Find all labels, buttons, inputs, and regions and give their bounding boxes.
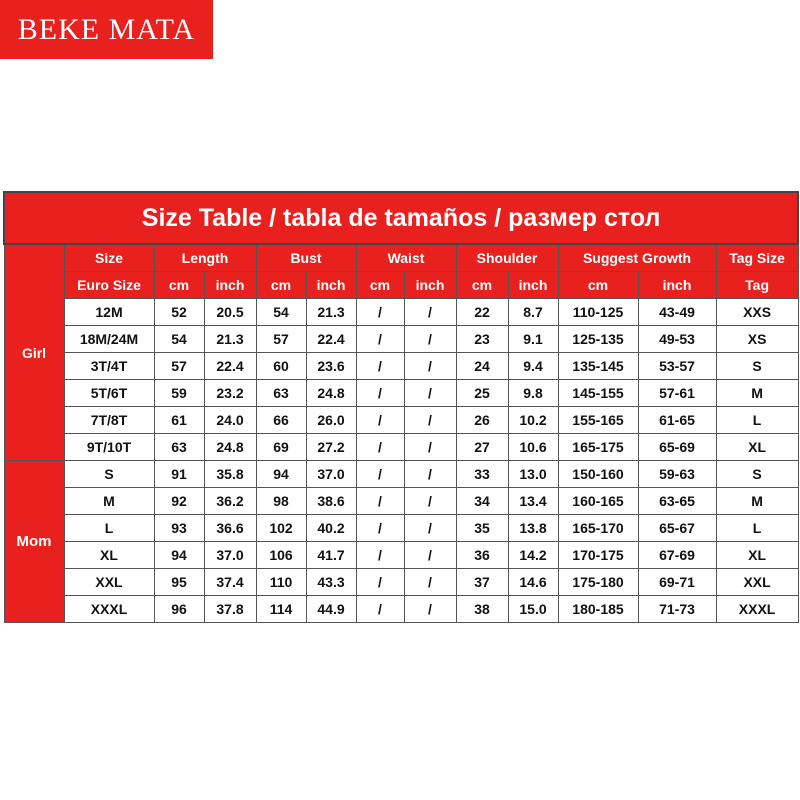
table-cell: 21.3 [204,326,256,353]
table-row [4,380,798,407]
table-cell: 14.6 [508,569,558,596]
table-cell: 20.5 [204,299,256,326]
table-cell: 170-175 [558,542,638,569]
group-label-girl: Girl [4,244,64,461]
table-cell: M [716,380,798,407]
table-cell: 24 [456,353,508,380]
table-cell: 36.2 [204,488,256,515]
table-cell: XXL [64,569,154,596]
table-cell: 36.6 [204,515,256,542]
table-cell: 155-165 [558,407,638,434]
table-cell: 9T/10T [64,434,154,461]
table-cell: 22.4 [306,326,356,353]
table-cell: XL [716,542,798,569]
table-cell: 69-71 [638,569,716,596]
table-cell: 57 [154,353,204,380]
table-cell: XL [64,542,154,569]
table-cell: 57 [256,326,306,353]
table-cell: 14.2 [508,542,558,569]
table-cell: / [404,326,456,353]
header-length: Length [154,244,256,272]
subheader-waist-cm: cm [356,272,404,299]
table-cell: / [356,407,404,434]
table-cell: 22.4 [204,353,256,380]
table-cell: 22 [456,299,508,326]
table-cell: 35 [456,515,508,542]
table-cell: 165-170 [558,515,638,542]
subheader-euro-size: Euro Size [64,272,154,299]
size-table [3,191,799,623]
table-cell: 15.0 [508,596,558,623]
subheader-growth-inch: inch [638,272,716,299]
table-cell: 61-65 [638,407,716,434]
table-cell: 110 [256,569,306,596]
table-row [4,515,798,542]
table-cell: 106 [256,542,306,569]
table-cell: S [64,461,154,488]
table-row [4,461,798,488]
table-cell: 60 [256,353,306,380]
table-cell: 33 [456,461,508,488]
table-cell: / [404,380,456,407]
table-cell: 63-65 [638,488,716,515]
table-cell: L [716,407,798,434]
table-cell: / [404,488,456,515]
table-cell: 40.2 [306,515,356,542]
table-cell: 23.6 [306,353,356,380]
table-cell: 27 [456,434,508,461]
table-cell: 36 [456,542,508,569]
table-cell: / [356,299,404,326]
table-cell: 13.8 [508,515,558,542]
table-cell: 125-135 [558,326,638,353]
table-cell: 59 [154,380,204,407]
table-cell: 9.1 [508,326,558,353]
table-cell: 26 [456,407,508,434]
table-cell: 65-67 [638,515,716,542]
header-growth: Suggest Growth [558,244,716,272]
table-cell: 43-49 [638,299,716,326]
table-cell: 98 [256,488,306,515]
title-row [4,192,798,244]
table-cell: / [356,461,404,488]
table-cell: 43.3 [306,569,356,596]
table-cell: / [356,542,404,569]
table-cell: 91 [154,461,204,488]
table-cell: 8.7 [508,299,558,326]
table-cell: 37 [456,569,508,596]
table-cell: 69 [256,434,306,461]
table-cell: 94 [256,461,306,488]
table-cell: / [404,596,456,623]
subheader-waist-inch: inch [404,272,456,299]
table-cell: / [356,569,404,596]
table-cell: S [716,461,798,488]
table-cell: / [404,569,456,596]
table-cell: M [64,488,154,515]
subheader-shoulder-inch: inch [508,272,558,299]
table-cell: 135-145 [558,353,638,380]
table-cell: 57-61 [638,380,716,407]
table-cell: 65-69 [638,434,716,461]
table-cell: XS [716,326,798,353]
table-cell: 41.7 [306,542,356,569]
table-row [4,434,798,461]
subheader-shoulder-cm: cm [456,272,508,299]
subheader-tag: Tag [716,272,798,299]
table-cell: 94 [154,542,204,569]
table-cell: XXXL [716,596,798,623]
table-cell: 38 [456,596,508,623]
table-row [4,326,798,353]
table-cell: 10.2 [508,407,558,434]
table-cell: 23 [456,326,508,353]
table-cell: 67-69 [638,542,716,569]
table-cell: 160-165 [558,488,638,515]
table-cell: 53-57 [638,353,716,380]
table-cell: 26.0 [306,407,356,434]
table-cell: / [356,515,404,542]
table-cell: / [404,461,456,488]
table-cell: 37.0 [306,461,356,488]
table-cell: / [404,353,456,380]
table-cell: 63 [256,380,306,407]
table-cell: 93 [154,515,204,542]
header-row [4,244,798,272]
table-cell: 37.0 [204,542,256,569]
table-cell: 35.8 [204,461,256,488]
table-cell: 12M [64,299,154,326]
table-cell: 102 [256,515,306,542]
table-cell: 9.8 [508,380,558,407]
table-cell: 110-125 [558,299,638,326]
table-cell: 165-175 [558,434,638,461]
brand-logo: BEKE MATA [0,0,213,59]
table-cell: 96 [154,596,204,623]
header-shoulder: Shoulder [456,244,558,272]
table-row [4,569,798,596]
table-cell: 34 [456,488,508,515]
table-cell: L [716,515,798,542]
table-cell: 24.0 [204,407,256,434]
table-cell: XL [716,434,798,461]
table-cell: 59-63 [638,461,716,488]
table-cell: 92 [154,488,204,515]
table-cell: / [356,353,404,380]
table-cell: XXXL [64,596,154,623]
table-cell: / [356,488,404,515]
table-cell: 71-73 [638,596,716,623]
table-cell: / [404,434,456,461]
table-cell: L [64,515,154,542]
table-cell: 7T/8T [64,407,154,434]
subheader-bust-cm: cm [256,272,306,299]
table-cell: / [356,326,404,353]
table-row [4,596,798,623]
table-cell: 37.8 [204,596,256,623]
table-cell: / [404,515,456,542]
table-row [4,407,798,434]
table-cell: 114 [256,596,306,623]
table-cell: / [404,299,456,326]
table-cell: 66 [256,407,306,434]
group-label-mom: Mom [4,461,64,623]
table-cell: 5T/6T [64,380,154,407]
table-cell: 95 [154,569,204,596]
table-cell: 18M/24M [64,326,154,353]
table-cell: 10.6 [508,434,558,461]
table-cell: / [404,407,456,434]
table-cell: 52 [154,299,204,326]
table-cell: 21.3 [306,299,356,326]
table-cell: 54 [154,326,204,353]
table-row [4,299,798,326]
table-cell: 44.9 [306,596,356,623]
table-cell: 23.2 [204,380,256,407]
table-cell: / [356,596,404,623]
table-cell: 38.6 [306,488,356,515]
header-waist: Waist [356,244,456,272]
table-cell: 3T/4T [64,353,154,380]
table-cell: 27.2 [306,434,356,461]
table-cell: 150-160 [558,461,638,488]
table-cell: 24.8 [306,380,356,407]
table-cell: 13.0 [508,461,558,488]
header-size: Size [64,244,154,272]
header-tag-size: Tag Size [716,244,798,272]
table-cell: 24.8 [204,434,256,461]
table-cell: 9.4 [508,353,558,380]
subheader-growth-cm: cm [558,272,638,299]
table-row [4,542,798,569]
subheader-length-inch: inch [204,272,256,299]
table-cell: M [716,488,798,515]
table-cell: XXS [716,299,798,326]
table-cell: 54 [256,299,306,326]
table-cell: 25 [456,380,508,407]
header-bust: Bust [256,244,356,272]
table-title: Size Table / tabla de tamaños / размер стол [4,192,798,244]
table-cell: 175-180 [558,569,638,596]
table-row [4,488,798,515]
subheader-row [4,272,798,299]
table-cell: 13.4 [508,488,558,515]
table-cell: / [356,380,404,407]
table-cell: / [404,542,456,569]
table-row [4,353,798,380]
table-cell: 37.4 [204,569,256,596]
table-cell: 49-53 [638,326,716,353]
subheader-length-cm: cm [154,272,204,299]
table-cell: / [356,434,404,461]
table-cell: 145-155 [558,380,638,407]
table-cell: 180-185 [558,596,638,623]
subheader-bust-inch: inch [306,272,356,299]
table-cell: 63 [154,434,204,461]
table-cell: 61 [154,407,204,434]
table-cell: S [716,353,798,380]
table-cell: XXL [716,569,798,596]
